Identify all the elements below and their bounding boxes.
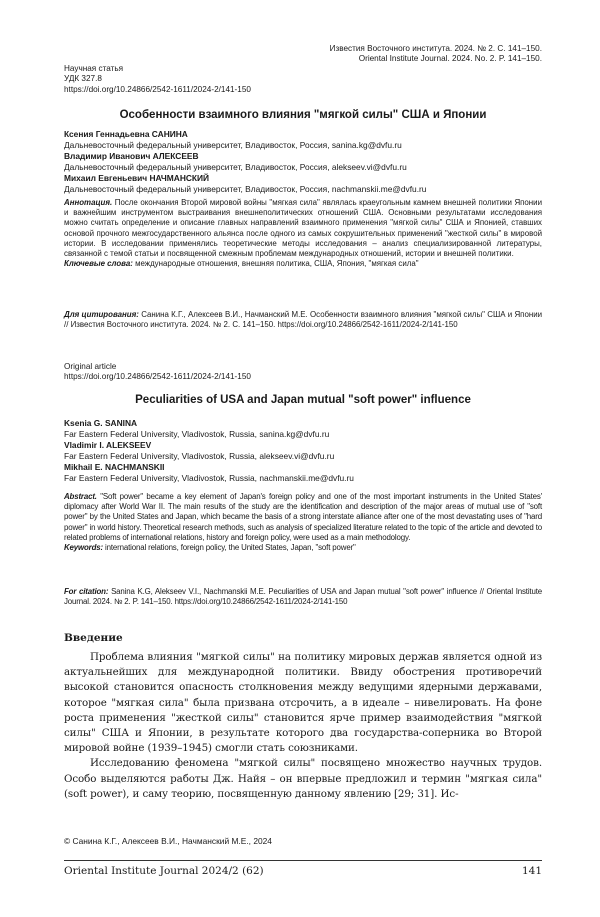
- page-number: 141: [521, 865, 542, 877]
- ru-author-2-affiliation: Дальневосточный федеральный университет, Владивосток, Россия, alekseev.vi@dvfu.ru: [64, 162, 407, 172]
- en-author-1-affiliation: Far Eastern Federal University, Vladivostok, Russia, sanina.kg@dvfu.ru: [64, 429, 330, 439]
- en-author-2-name: Vladimir I. ALEKSEEV: [64, 440, 152, 450]
- ru-citation: Санина К.Г., Алексеев В.И., Начманский М.Е. Особенности взаимного влияния "мягкой силы" США и Японии // Известия Восточного института. 2024. № 2. С. 141–150. https://doi.org/10.24866/2542-1611/2024-2/141-150: [64, 310, 543, 330]
- en-citation-label: For citation:: [64, 587, 109, 596]
- footer-divider: [64, 860, 542, 861]
- body-paragraph-1: Проблема влияния "мягкой силы" на политику мировых держав является одной из актуальнейших для международной политики. Ввиду обострения противоречий высокой становится опасность столкновения между ведущими ядерными державами, которое "мягкая сила" была призвана отсрочить, а в идеале – нивелировать. На фоне роста применения "жесткой силы" становится ярче пример взаимодействия "мягкой силы" США и Японии, в результате которого два государства-соперника во Второй мировой войне (1939–1945) смогли стать союзниками.: [64, 651, 542, 755]
- en-abstract-block: [64, 492, 542, 553]
- ru-abstract: После окончания Второй мировой войны "мягкая сила" являлась краеугольным камнем внешней политики Японии и важнейшим инструментом выстраивания внешнеполитических отношений США. Основными результатами исследования можно считать определение и описание главных направлений взаимного применения "мягкой силы" США и Японией, ставших основой прочного межгосударственного альянса после одного из самых сокрушительных применений "жесткой силы" в мировой истории. В исследовании применялись теоретические методы исследования – анализ специализированной литературы, связанной с темой статьи и посвященной смежным проблемам международных отношений, истории и внешней политики.: [64, 198, 542, 259]
- en-citation-block: [64, 587, 542, 607]
- ru-authors: [64, 129, 542, 195]
- en-doi[interactable]: https://doi.org/10.24866/2542-1611/2024-2/141-150: [64, 372, 251, 382]
- body-text: [64, 650, 542, 802]
- journal-header-ru: Известия Восточного института. 2024. № 2. С. 141–150.: [329, 44, 542, 53]
- ru-keywords-label: Ключевые слова:: [64, 259, 133, 269]
- ru-article-type: Научная статья: [64, 64, 124, 73]
- en-author-3-affiliation: Far Eastern Federal University, Vladivostok, Russia, nachmanskii.me@dvfu.ru: [64, 473, 354, 483]
- en-abstract-label: Abstract.: [64, 492, 97, 501]
- ru-citation-label: Для цитирования:: [64, 310, 139, 319]
- en-keywords: international relations, foreign policy, the United States, Japan, "soft power": [105, 543, 356, 553]
- ru-author-1-name: Ксения Геннадьевна САНИНА: [64, 129, 188, 139]
- en-keywords-label: Keywords:: [64, 543, 103, 553]
- en-title: Peculiarities of USA and Japan mutual "soft power" influence: [135, 394, 471, 406]
- en-meta: [64, 362, 542, 383]
- journal-header: [64, 44, 542, 65]
- en-abstract: "Soft power" became a key element of Japan's foreign policy and one of the most important instruments in the United States' diplomacy after World War II. The main results of the study are the identification and description of the major areas of mutual use of "soft power" by the United States and Japan, which became the basis of a strong interstate alliance after one of the most devastating uses of "hard power" in world history. Theoretical research methods, such as analysis of specialized literature related to the topic of the article and devoted to related problems of international relations, history and foreign policy, were used as a main methodology.: [64, 492, 542, 542]
- page-footer: [64, 865, 542, 877]
- ru-author-3-affiliation: Дальневосточный федеральный университет, Владивосток, Россия, nachmanskii.me@dvfu.ru: [64, 184, 427, 194]
- intro-heading: Введение: [64, 632, 123, 644]
- footer-journal: Oriental Institute Journal 2024/2 (62): [64, 865, 264, 877]
- body-paragraph-2: Исследованию феномена "мягкой силы" посвящено множество научных трудов. Особо выделяются работы Дж. Найя – он впервые предложил и термин "мягкая сила" (soft power), и саму теорию, посвященную данному явлению [29; 31]. Ис-: [64, 757, 542, 800]
- ru-abstract-label: Аннотация.: [64, 198, 113, 207]
- copyright: © Санина К.Г., Алексеев В.И., Начманский М.Е., 2024: [64, 836, 272, 846]
- ru-author-3-name: Михаил Евгеньевич НАЧМАНСКИЙ: [64, 173, 210, 183]
- ru-doi[interactable]: https://doi.org/10.24866/2542-1611/2024-2/141-150: [64, 84, 251, 94]
- en-author-1-name: Ksenia G. SANINA: [64, 418, 138, 428]
- en-citation: Sanina K.G, Alekseev V.I., Nachmanskii M.E. Peculiarities of USA and Japan mutual "soft power" influence // Oriental Institute Journal. 2024. № 2. P. 141–150. https://doi.org/10.24866/2542-1611/2024-2/141-150: [64, 587, 542, 607]
- ru-meta: [64, 64, 542, 95]
- ru-udc: УДК 327.8: [64, 74, 102, 84]
- ru-author-1-affiliation: Дальневосточный федеральный университет, Владивосток, Россия, sanina.kg@dvfu.ru: [64, 140, 402, 150]
- en-author-3-name: Mikhail E. NACHMANSKII: [64, 462, 165, 472]
- en-authors: [64, 418, 542, 484]
- ru-author-2-name: Владимир Иванович АЛЕКСЕЕВ: [64, 151, 199, 161]
- en-article-type: Original article: [64, 362, 117, 371]
- journal-header-en: Oriental Institute Journal. 2024. No. 2. P. 141–150.: [358, 54, 542, 64]
- ru-citation-block: [64, 310, 542, 330]
- en-author-2-affiliation: Far Eastern Federal University, Vladivostok, Russia, alekseev.vi@dvfu.ru: [64, 451, 335, 461]
- ru-abstract-block: [64, 198, 542, 269]
- ru-title: Особенности взаимного влияния "мягкой силы" США и Японии: [119, 109, 487, 121]
- ru-keywords: международные отношения, внешняя политика, США, Япония, "мягкая сила": [135, 259, 419, 269]
